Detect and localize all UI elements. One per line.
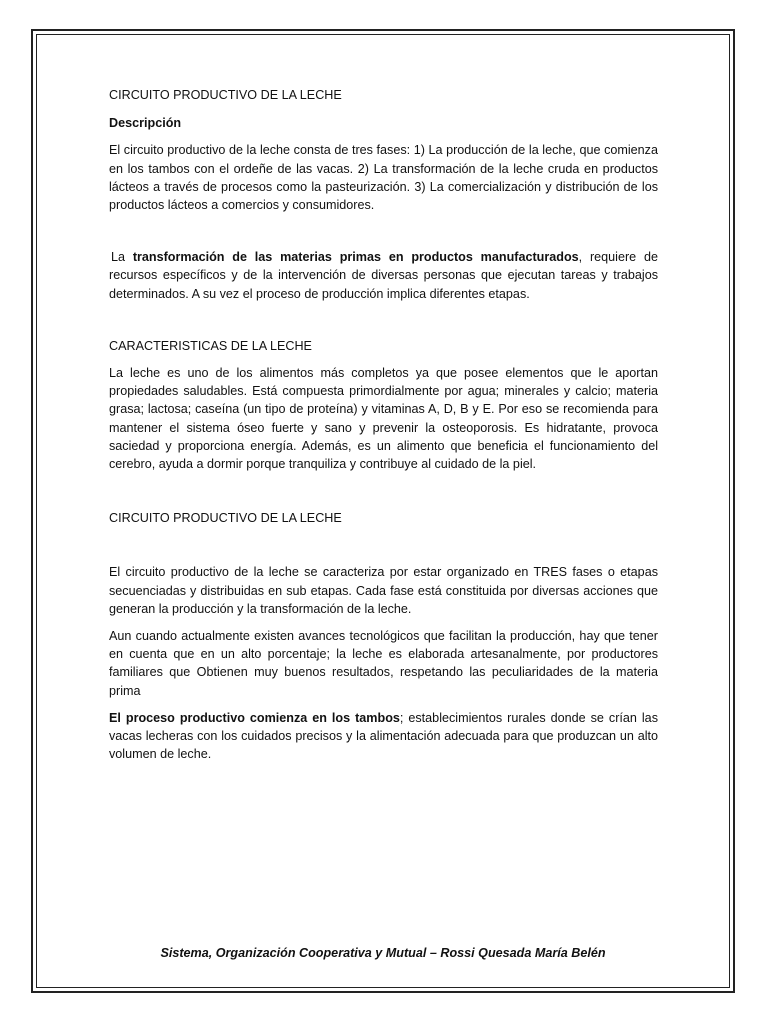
paragraph-circuito: El circuito productivo de la leche se caracteriza por estar organizado en TRES fases o etapas secuenciadas y distribuidas en sub etapas. Cada fase está constituida por diversas acciones que generan la producción y la transformación de la leche. — [109, 565, 658, 616]
section-heading-caracteristicas: CARACTERISTICAS DE LA LECHE — [109, 338, 312, 353]
paragraph-caracteristicas: La leche es uno de los alimentos más completos ya que posee elementos que le aportan propiedades saludables. Está compuesta primordialmente por agua; minerales y calcio; materia grasa; lactosa; caseína (un tipo de proteína) y vitaminas A, D, B y E. Por eso se recomienda para mantener el sistema óseo fuerte y sano y prevenir la osteoporosis. Es hidratante, provoca saciedad y proporciona energía. Además, es un alimento que beneficia el funcionamiento del cerebro, ayuda a dormir porque tranquiliza y contribuye al cuidado de la piel. — [109, 366, 658, 472]
document-body — [109, 86, 658, 763]
paragraph-tambos-rest: ; establecimientos rurales donde se crían las vacas lecheras con los cuidados precisos y la alimentación adecuada para que produzcan un alto volumen de leche. — [109, 710, 658, 762]
paragraph-transformation-start: La — [111, 250, 133, 265]
paragraph-avances: Aun cuando actualmente existen avances tecnológicos que facilitan la producción, hay que tener en cuenta que en un alto porcentaje; la leche es elaborada artesanalmente, por productores familiares que Obtienen muy buenos resultados, respetando las peculiaridades de la materia prima — [109, 629, 658, 698]
paragraph-transformation — [109, 248, 658, 303]
paragraph-tambos — [109, 709, 658, 764]
paragraph-tambos-bold: El proceso productivo comienza en los tambos — [109, 710, 400, 725]
paragraph-transformation-rest: , requiere de recursos específicos y de la intervención de diversas personas que ejecutan tareas y trabajos determinados. A su vez el proceso de producción implica diferentes etapas. — [109, 250, 658, 301]
page-footer: Sistema, Organización Cooperativa y Mutual – Rossi Quesada María Belén — [160, 946, 606, 960]
section-subtitle: Descripción — [109, 116, 182, 131]
paragraph-transformation-bold: transformación de las materias primas en productos manufacturados — [132, 250, 579, 265]
document-title: CIRCUITO PRODUCTIVO DE LA LECHE — [109, 88, 342, 102]
paragraph-description: El circuito productivo de la leche consta de tres fases: 1) La producción de la leche, que comienza en los tambos con el ordeñe de las vacas. 2) La transformación de la leche cruda en productos lácteos a través de procesos como la pasteurización. 3) La comercialización y distribución de los productos lácteos a comercios y consumidores. — [109, 143, 658, 213]
section-heading-circuito: CIRCUITO PRODUCTIVO DE LA LECHE — [109, 511, 342, 526]
